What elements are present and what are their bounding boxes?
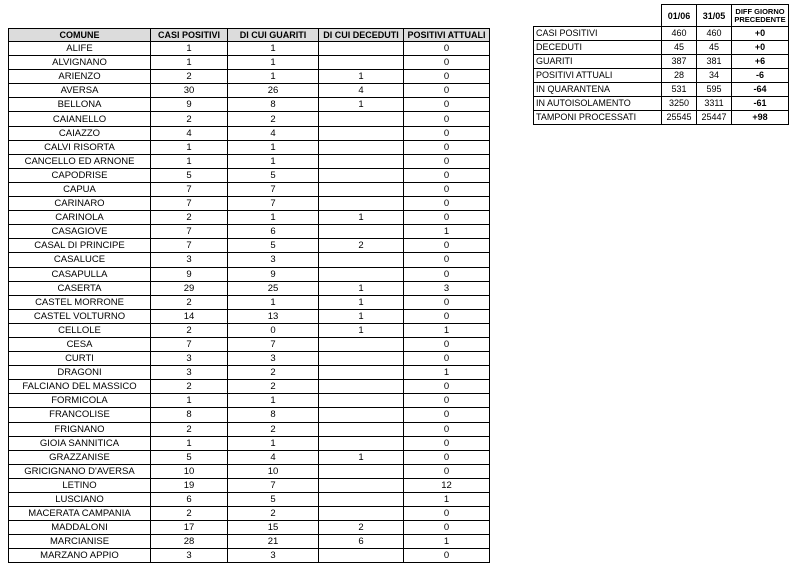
comune-cell: AVERSA	[9, 84, 151, 98]
positivi-attuali-cell: 0	[404, 154, 490, 168]
deceduti-cell	[319, 493, 404, 507]
summary-diff-cell: +0	[732, 41, 789, 55]
casi-positivi-cell: 14	[151, 309, 228, 323]
table-row	[9, 211, 490, 225]
table-row	[9, 507, 490, 521]
deceduti-cell: 1	[319, 281, 404, 295]
summary-label-cell: DECEDUTI	[534, 41, 662, 55]
comune-cell: CASAPULLA	[9, 267, 151, 281]
positivi-attuali-cell: 0	[404, 337, 490, 351]
guariti-cell: 9	[228, 267, 319, 281]
casi-positivi-cell: 1	[151, 42, 228, 56]
table-row	[9, 281, 490, 295]
casi-positivi-cell: 30	[151, 84, 228, 98]
summary-header-blank	[534, 5, 662, 27]
summary-today-cell: 25545	[662, 111, 697, 125]
comune-cell: CASERTA	[9, 281, 151, 295]
deceduti-cell	[319, 154, 404, 168]
casi-positivi-cell: 7	[151, 239, 228, 253]
comune-cell: CASAGIOVE	[9, 225, 151, 239]
casi-positivi-cell: 3	[151, 366, 228, 380]
comune-cell: DRAGONI	[9, 366, 151, 380]
positivi-attuali-cell: 0	[404, 112, 490, 126]
comune-cell: BELLONA	[9, 98, 151, 112]
casi-positivi-cell: 6	[151, 493, 228, 507]
comune-cell: CASTEL VOLTURNO	[9, 309, 151, 323]
deceduti-cell	[319, 478, 404, 492]
guariti-cell: 5	[228, 168, 319, 182]
positivi-attuali-cell: 0	[404, 70, 490, 84]
positivi-attuali-cell: 12	[404, 478, 490, 492]
deceduti-cell: 1	[319, 450, 404, 464]
comune-cell: FALCIANO DEL MASSICO	[9, 380, 151, 394]
table-row	[9, 295, 490, 309]
header-comune: COMUNE	[9, 29, 151, 42]
table-row	[9, 493, 490, 507]
table-row	[9, 450, 490, 464]
guariti-cell: 7	[228, 197, 319, 211]
summary-header-date-today: 01/06	[662, 5, 697, 27]
table-row	[9, 394, 490, 408]
casi-positivi-cell: 1	[151, 436, 228, 450]
positivi-attuali-cell: 0	[404, 239, 490, 253]
summary-row	[534, 69, 789, 83]
positivi-attuali-cell: 0	[404, 197, 490, 211]
comune-cell: GRAZZANISE	[9, 450, 151, 464]
table-row	[9, 549, 490, 563]
casi-positivi-cell: 1	[151, 56, 228, 70]
positivi-attuali-cell: 0	[404, 126, 490, 140]
comune-cell: CAIAZZO	[9, 126, 151, 140]
table-row	[9, 239, 490, 253]
deceduti-cell	[319, 197, 404, 211]
table-row	[9, 42, 490, 56]
comune-cell: GIOIA SANNITICA	[9, 436, 151, 450]
guariti-cell: 3	[228, 352, 319, 366]
comuni-table	[8, 28, 490, 563]
comune-cell: CURTI	[9, 352, 151, 366]
comune-cell: LUSCIANO	[9, 493, 151, 507]
guariti-cell: 1	[228, 70, 319, 84]
casi-positivi-cell: 8	[151, 408, 228, 422]
deceduti-cell	[319, 140, 404, 154]
casi-positivi-cell: 10	[151, 464, 228, 478]
comune-cell: ALVIGNANO	[9, 56, 151, 70]
casi-positivi-cell: 2	[151, 295, 228, 309]
positivi-attuali-cell: 0	[404, 422, 490, 436]
deceduti-cell	[319, 42, 404, 56]
table-row	[9, 56, 490, 70]
summary-yesterday-cell: 45	[697, 41, 732, 55]
table-row	[9, 535, 490, 549]
header-guariti: DI CUI GUARITI	[228, 29, 319, 42]
positivi-attuali-cell: 3	[404, 281, 490, 295]
table-row	[9, 84, 490, 98]
comune-cell: CASAL DI PRINCIPE	[9, 239, 151, 253]
comune-cell: CAIANELLO	[9, 112, 151, 126]
table-row	[9, 436, 490, 450]
guariti-cell: 7	[228, 337, 319, 351]
table-row	[9, 380, 490, 394]
guariti-cell: 5	[228, 239, 319, 253]
summary-label-cell: IN QUARANTENA	[534, 83, 662, 97]
deceduti-cell	[319, 549, 404, 563]
table-row	[9, 168, 490, 182]
summary-table-header-row	[534, 5, 789, 27]
deceduti-cell: 4	[319, 84, 404, 98]
guariti-cell: 4	[228, 450, 319, 464]
comune-cell: CASALUCE	[9, 253, 151, 267]
deceduti-cell	[319, 56, 404, 70]
positivi-attuali-cell: 0	[404, 140, 490, 154]
table-row	[9, 253, 490, 267]
deceduti-cell	[319, 422, 404, 436]
guariti-cell: 26	[228, 84, 319, 98]
summary-diff-cell: +98	[732, 111, 789, 125]
table-row	[9, 337, 490, 351]
summary-yesterday-cell: 595	[697, 83, 732, 97]
casi-positivi-cell: 7	[151, 225, 228, 239]
guariti-cell: 21	[228, 535, 319, 549]
casi-positivi-cell: 2	[151, 70, 228, 84]
summary-row	[534, 27, 789, 41]
summary-label-cell: POSITIVI ATTUALI	[534, 69, 662, 83]
summary-table	[533, 4, 789, 125]
comune-cell: MADDALONI	[9, 521, 151, 535]
header-deceduti: DI CUI DECEDUTI	[319, 29, 404, 42]
table-row	[9, 521, 490, 535]
summary-row	[534, 97, 789, 111]
table-row	[9, 154, 490, 168]
summary-yesterday-cell: 381	[697, 55, 732, 69]
deceduti-cell	[319, 464, 404, 478]
summary-label-cell: CASI POSITIVI	[534, 27, 662, 41]
positivi-attuali-cell: 0	[404, 408, 490, 422]
casi-positivi-cell: 9	[151, 267, 228, 281]
positivi-attuali-cell: 0	[404, 253, 490, 267]
summary-label-cell: IN AUTOISOLAMENTO	[534, 97, 662, 111]
casi-positivi-cell: 1	[151, 394, 228, 408]
comune-cell: CAPUA	[9, 182, 151, 196]
table-row	[9, 408, 490, 422]
positivi-attuali-cell: 0	[404, 84, 490, 98]
comune-cell: LETINO	[9, 478, 151, 492]
summary-diff-cell: -61	[732, 97, 789, 111]
comune-cell: MARCIANISE	[9, 535, 151, 549]
casi-positivi-cell: 2	[151, 323, 228, 337]
table-row	[9, 140, 490, 154]
positivi-attuali-cell: 0	[404, 267, 490, 281]
deceduti-cell: 6	[319, 535, 404, 549]
positivi-attuali-cell: 0	[404, 56, 490, 70]
table-row	[9, 112, 490, 126]
comune-cell: FRIGNANO	[9, 422, 151, 436]
summary-yesterday-cell: 3311	[697, 97, 732, 111]
guariti-cell: 10	[228, 464, 319, 478]
casi-positivi-cell: 3	[151, 549, 228, 563]
table-row	[9, 464, 490, 478]
deceduti-cell: 1	[319, 211, 404, 225]
summary-yesterday-cell: 34	[697, 69, 732, 83]
guariti-cell: 1	[228, 394, 319, 408]
summary-today-cell: 531	[662, 83, 697, 97]
deceduti-cell	[319, 436, 404, 450]
deceduti-cell	[319, 126, 404, 140]
summary-row	[534, 55, 789, 69]
summary-diff-cell: -6	[732, 69, 789, 83]
deceduti-cell	[319, 267, 404, 281]
deceduti-cell: 1	[319, 309, 404, 323]
casi-positivi-cell: 3	[151, 352, 228, 366]
positivi-attuali-cell: 1	[404, 535, 490, 549]
guariti-cell: 2	[228, 422, 319, 436]
positivi-attuali-cell: 0	[404, 168, 490, 182]
casi-positivi-cell: 5	[151, 450, 228, 464]
deceduti-cell	[319, 366, 404, 380]
summary-row	[534, 83, 789, 97]
positivi-attuali-cell: 1	[404, 366, 490, 380]
table-row	[9, 323, 490, 337]
table-row	[9, 422, 490, 436]
guariti-cell: 8	[228, 98, 319, 112]
table-row	[9, 352, 490, 366]
guariti-cell: 2	[228, 366, 319, 380]
comune-cell: CASTEL MORRONE	[9, 295, 151, 309]
positivi-attuali-cell: 0	[404, 464, 490, 478]
summary-today-cell: 3250	[662, 97, 697, 111]
summary-diff-cell: +0	[732, 27, 789, 41]
deceduti-cell	[319, 168, 404, 182]
casi-positivi-cell: 17	[151, 521, 228, 535]
casi-positivi-cell: 2	[151, 112, 228, 126]
casi-positivi-cell: 7	[151, 182, 228, 196]
table-row	[9, 197, 490, 211]
guariti-cell: 8	[228, 408, 319, 422]
header-positivi-attuali: POSITIVI ATTUALI	[404, 29, 490, 42]
guariti-cell: 3	[228, 549, 319, 563]
guariti-cell: 5	[228, 493, 319, 507]
table-row	[9, 98, 490, 112]
deceduti-cell: 1	[319, 323, 404, 337]
comuni-table-header-row	[9, 29, 490, 42]
guariti-cell: 1	[228, 154, 319, 168]
positivi-attuali-cell: 0	[404, 450, 490, 464]
casi-positivi-cell: 7	[151, 197, 228, 211]
comune-cell: CARINARO	[9, 197, 151, 211]
header-casi-positivi: CASI POSITIVI	[151, 29, 228, 42]
guariti-cell: 0	[228, 323, 319, 337]
deceduti-cell	[319, 253, 404, 267]
guariti-cell: 1	[228, 140, 319, 154]
positivi-attuali-cell: 0	[404, 507, 490, 521]
summary-header-diff: DIFF GIORNO PRECEDENTE	[732, 5, 789, 27]
guariti-cell: 3	[228, 253, 319, 267]
deceduti-cell: 2	[319, 521, 404, 535]
deceduti-cell: 2	[319, 239, 404, 253]
comune-cell: CARINOLA	[9, 211, 151, 225]
summary-label-cell: TAMPONI PROCESSATI	[534, 111, 662, 125]
summary-today-cell: 460	[662, 27, 697, 41]
positivi-attuali-cell: 0	[404, 295, 490, 309]
guariti-cell: 6	[228, 225, 319, 239]
summary-today-cell: 28	[662, 69, 697, 83]
casi-positivi-cell: 5	[151, 168, 228, 182]
casi-positivi-cell: 2	[151, 422, 228, 436]
comune-cell: MARZANO APPIO	[9, 549, 151, 563]
comune-cell: ALIFE	[9, 42, 151, 56]
deceduti-cell: 1	[319, 295, 404, 309]
positivi-attuali-cell: 0	[404, 211, 490, 225]
positivi-attuali-cell: 0	[404, 394, 490, 408]
deceduti-cell	[319, 507, 404, 521]
deceduti-cell: 1	[319, 98, 404, 112]
summary-diff-cell: -64	[732, 83, 789, 97]
guariti-cell: 13	[228, 309, 319, 323]
table-row	[9, 366, 490, 380]
casi-positivi-cell: 2	[151, 211, 228, 225]
deceduti-cell	[319, 380, 404, 394]
summary-diff-cell: +6	[732, 55, 789, 69]
positivi-attuali-cell: 0	[404, 436, 490, 450]
comune-cell: FRANCOLISE	[9, 408, 151, 422]
comune-cell: FORMICOLA	[9, 394, 151, 408]
guariti-cell: 1	[228, 436, 319, 450]
guariti-cell: 25	[228, 281, 319, 295]
positivi-attuali-cell: 0	[404, 549, 490, 563]
casi-positivi-cell: 2	[151, 380, 228, 394]
positivi-attuali-cell: 1	[404, 323, 490, 337]
table-row	[9, 478, 490, 492]
deceduti-cell	[319, 408, 404, 422]
guariti-cell: 1	[228, 56, 319, 70]
deceduti-cell: 1	[319, 70, 404, 84]
comune-cell: CALVI RISORTA	[9, 140, 151, 154]
comune-cell: CESA	[9, 337, 151, 351]
summary-row	[534, 41, 789, 55]
guariti-cell: 1	[228, 42, 319, 56]
summary-yesterday-cell: 460	[697, 27, 732, 41]
deceduti-cell	[319, 225, 404, 239]
guariti-cell: 7	[228, 182, 319, 196]
comune-cell: MACERATA CAMPANIA	[9, 507, 151, 521]
guariti-cell: 7	[228, 478, 319, 492]
positivi-attuali-cell: 0	[404, 309, 490, 323]
comune-cell: ARIENZO	[9, 70, 151, 84]
casi-positivi-cell: 7	[151, 337, 228, 351]
casi-positivi-cell: 4	[151, 126, 228, 140]
summary-yesterday-cell: 25447	[697, 111, 732, 125]
guariti-cell: 2	[228, 507, 319, 521]
positivi-attuali-cell: 0	[404, 352, 490, 366]
guariti-cell: 1	[228, 211, 319, 225]
table-row	[9, 309, 490, 323]
guariti-cell: 15	[228, 521, 319, 535]
deceduti-cell	[319, 337, 404, 351]
table-row	[9, 267, 490, 281]
summary-label-cell: GUARITI	[534, 55, 662, 69]
guariti-cell: 2	[228, 112, 319, 126]
comune-cell: CAPODRISE	[9, 168, 151, 182]
comune-cell: CELLOLE	[9, 323, 151, 337]
table-row	[9, 182, 490, 196]
casi-positivi-cell: 3	[151, 253, 228, 267]
positivi-attuali-cell: 0	[404, 380, 490, 394]
table-row	[9, 225, 490, 239]
casi-positivi-cell: 9	[151, 98, 228, 112]
casi-positivi-cell: 2	[151, 507, 228, 521]
comune-cell: CANCELLO ED ARNONE	[9, 154, 151, 168]
summary-header-date-yesterday: 31/05	[697, 5, 732, 27]
comune-cell: GRICIGNANO D'AVERSA	[9, 464, 151, 478]
summary-today-cell: 45	[662, 41, 697, 55]
positivi-attuali-cell: 0	[404, 182, 490, 196]
positivi-attuali-cell: 1	[404, 493, 490, 507]
guariti-cell: 1	[228, 295, 319, 309]
casi-positivi-cell: 1	[151, 140, 228, 154]
casi-positivi-cell: 1	[151, 154, 228, 168]
casi-positivi-cell: 28	[151, 535, 228, 549]
positivi-attuali-cell: 0	[404, 521, 490, 535]
casi-positivi-cell: 19	[151, 478, 228, 492]
deceduti-cell	[319, 112, 404, 126]
positivi-attuali-cell: 0	[404, 42, 490, 56]
positivi-attuali-cell: 1	[404, 225, 490, 239]
summary-today-cell: 387	[662, 55, 697, 69]
deceduti-cell	[319, 394, 404, 408]
positivi-attuali-cell: 0	[404, 98, 490, 112]
guariti-cell: 2	[228, 380, 319, 394]
guariti-cell: 4	[228, 126, 319, 140]
deceduti-cell	[319, 182, 404, 196]
table-row	[9, 126, 490, 140]
casi-positivi-cell: 29	[151, 281, 228, 295]
deceduti-cell	[319, 352, 404, 366]
table-row	[9, 70, 490, 84]
summary-row	[534, 111, 789, 125]
